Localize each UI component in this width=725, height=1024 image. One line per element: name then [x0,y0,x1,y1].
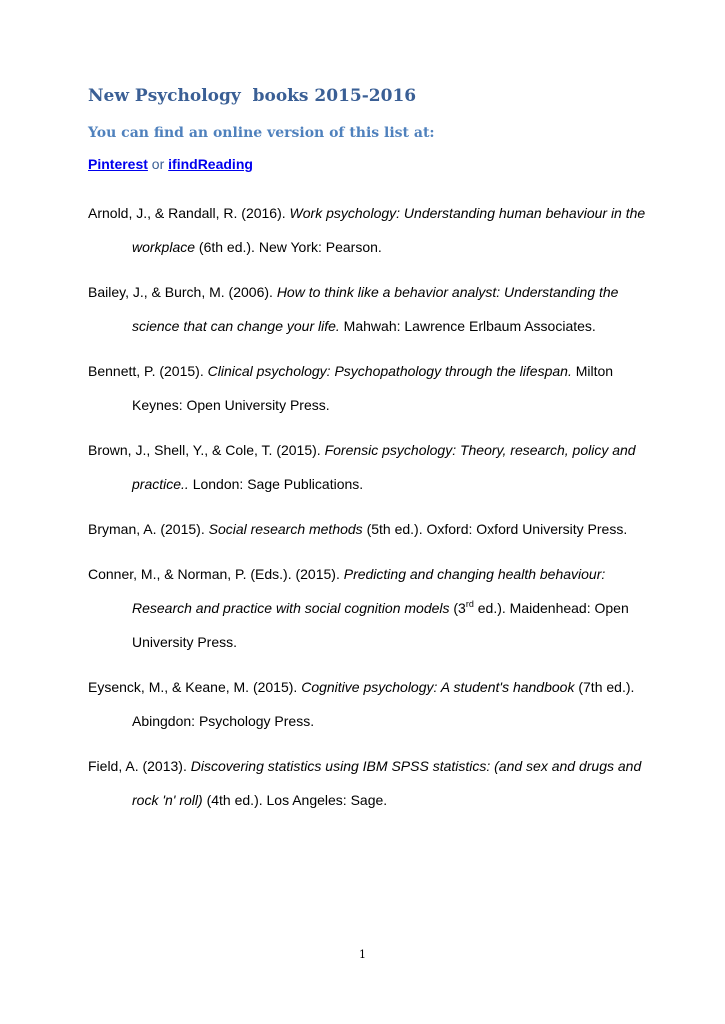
edition-superscript: rd [465,599,474,609]
reference-item [88,557,648,659]
page-title: New Psychology books 2015-2016 [88,86,417,106]
reference-title: Social research methods [208,521,363,537]
online-version-links [88,155,253,173]
reference-publication: London: Sage Publications. [188,476,364,492]
reference-item [88,749,648,817]
reference-item [88,196,648,264]
reference-title: Cognitive psychology: A student's handbook [301,679,575,695]
ifindreading-link[interactable]: ifindReading [168,156,253,172]
reference-item [88,433,648,501]
reference-list [88,196,648,828]
pinterest-link[interactable]: Pinterest [88,156,148,172]
reference-authors: Bryman, A. (2015). [88,521,209,537]
reference-title: Clinical psychology: Psychopathology through the lifespan. [207,363,572,379]
reference-title: Predicting and changing health behaviour: Research and practice with social cognition models [132,566,606,616]
reference-authors: Eysenck, M., & Keane, M. (2015). [88,679,302,695]
reference-item [88,670,648,738]
reference-title: Work psychology: Understanding human behaviour in the workplace [132,205,646,255]
reference-authors: Conner, M., & Norman, P. (Eds.). (2015). [88,566,344,582]
links-separator: or [147,156,169,172]
reference-publication-cont: ed.). Maidenhead: Open University Press. [132,600,629,650]
reference-item [88,275,648,343]
reference-publication: (3 [449,600,466,616]
reference-item [88,512,648,546]
reference-title: Discovering statistics using IBM SPSS statistics: (and sex and drugs and rock 'n' roll) [132,758,642,808]
reference-authors: Bailey, J., & Burch, M. (2006). [88,284,277,300]
reference-authors: Brown, J., Shell, Y., & Cole, T. (2015). [88,442,325,458]
page-subtitle: You can find an online version of this list at: [88,125,435,141]
reference-authors: Bennett, P. (2015). [88,363,208,379]
reference-publication: (4th ed.). Los Angeles: Sage. [202,792,388,808]
reference-title: How to think like a behavior analyst: Understanding the science that can change your life. [132,284,619,334]
reference-authors: Field, A. (2013). [88,758,191,774]
reference-item [88,354,648,422]
reference-publication: (5th ed.). Oxford: Oxford University Press. [362,521,628,537]
reference-title: Forensic psychology: Theory, research, policy and practice.. [132,442,636,492]
page-number: 1 [359,948,366,961]
reference-authors: Arnold, J., & Randall, R. (2016). [88,205,290,221]
reference-publication: (7th ed.). Abingdon: Psychology Press. [132,679,635,729]
reference-publication: Milton Keynes: Open University Press. [132,363,614,413]
reference-publication: (6th ed.). New York: Pearson. [195,239,382,255]
reference-publication: Mahwah: Lawrence Erlbaum Associates. [339,318,596,334]
